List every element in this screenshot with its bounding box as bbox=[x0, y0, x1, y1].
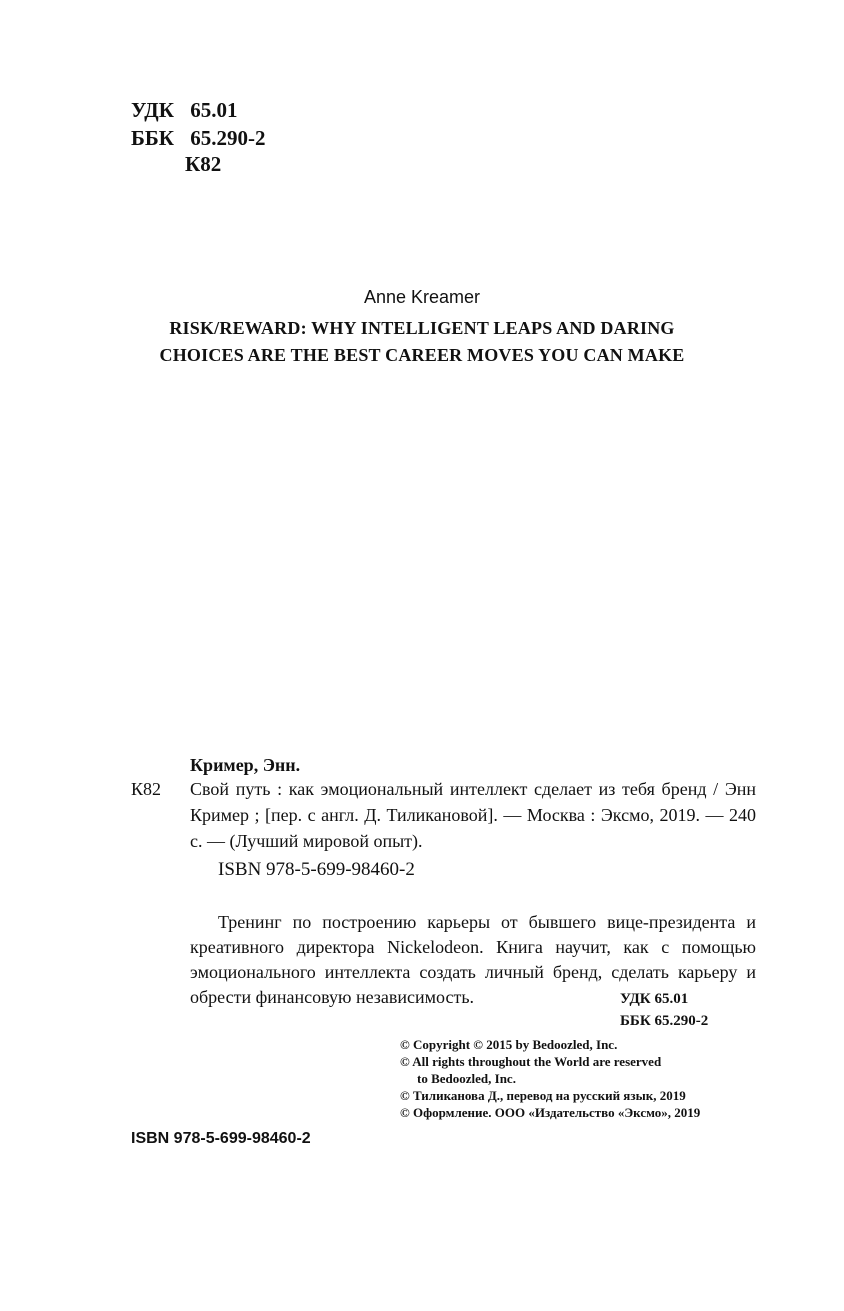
original-title-line-2: CHOICES ARE THE BEST CAREER MOVES YOU CAN MAKE bbox=[159, 345, 685, 365]
author-mark-top: К82 bbox=[185, 152, 222, 176]
classification-block-top bbox=[131, 96, 266, 152]
copyright-line: © All rights throughout the World are reserved bbox=[400, 1054, 662, 1069]
copyright-line: © Copyright © 2015 by Bedoozled, Inc. bbox=[400, 1037, 618, 1052]
udk-bottom: УДК 65.01 bbox=[620, 991, 689, 1007]
bbk-label: ББК bbox=[131, 126, 174, 150]
udk-label: УДК bbox=[131, 98, 174, 122]
copyright-line: © Тиликанова Д., перевод на русский язык, 2019 bbox=[400, 1088, 686, 1103]
classification-block-bottom bbox=[620, 988, 708, 1032]
udk-value: 65.01 bbox=[190, 98, 238, 122]
bbk-row bbox=[131, 124, 266, 152]
bbk-value: 65.290-2 bbox=[190, 126, 266, 150]
copyright-line: © Оформление. ООО «Издательство «Эксмо», 2019 bbox=[400, 1105, 701, 1120]
catalog-description: Свой путь : как эмоциональный интеллект сделает из тебя бренд / Энн Кример ; [пер. с англ. Д. Тиликановой]. — Москва : Эксмо, 2019. — 240 с. — (Лучший мировой опыт). bbox=[190, 779, 756, 851]
original-title bbox=[0, 315, 844, 369]
catalog-author-heading: Кример, Энн. bbox=[190, 755, 301, 775]
original-author: Anne Kreamer bbox=[363, 287, 481, 307]
catalog-author-mark: К82 bbox=[131, 779, 162, 799]
copyright-block bbox=[400, 1036, 700, 1121]
catalog-annotation: Тренинг по построению карьеры от бывшего вице-президента и креативного директора Nickelodeon. Книга научит, как с помощью эмоционального интеллекта создать личный бренд, сделать карьеру и обрести финансовую независимость. bbox=[190, 912, 756, 1007]
copyright-line-continuation: to Bedoozled, Inc. bbox=[417, 1071, 516, 1086]
catalog-isbn: ISBN 978-5-699-98460-2 bbox=[218, 859, 415, 880]
bbk-bottom: ББК 65.290-2 bbox=[620, 1013, 709, 1029]
original-title-line-1: RISK/REWARD: WHY INTELLIGENT LEAPS AND DARING bbox=[169, 318, 675, 338]
udk-row bbox=[131, 96, 266, 124]
isbn-bottom: ISBN 978-5-699-98460-2 bbox=[131, 1130, 311, 1147]
